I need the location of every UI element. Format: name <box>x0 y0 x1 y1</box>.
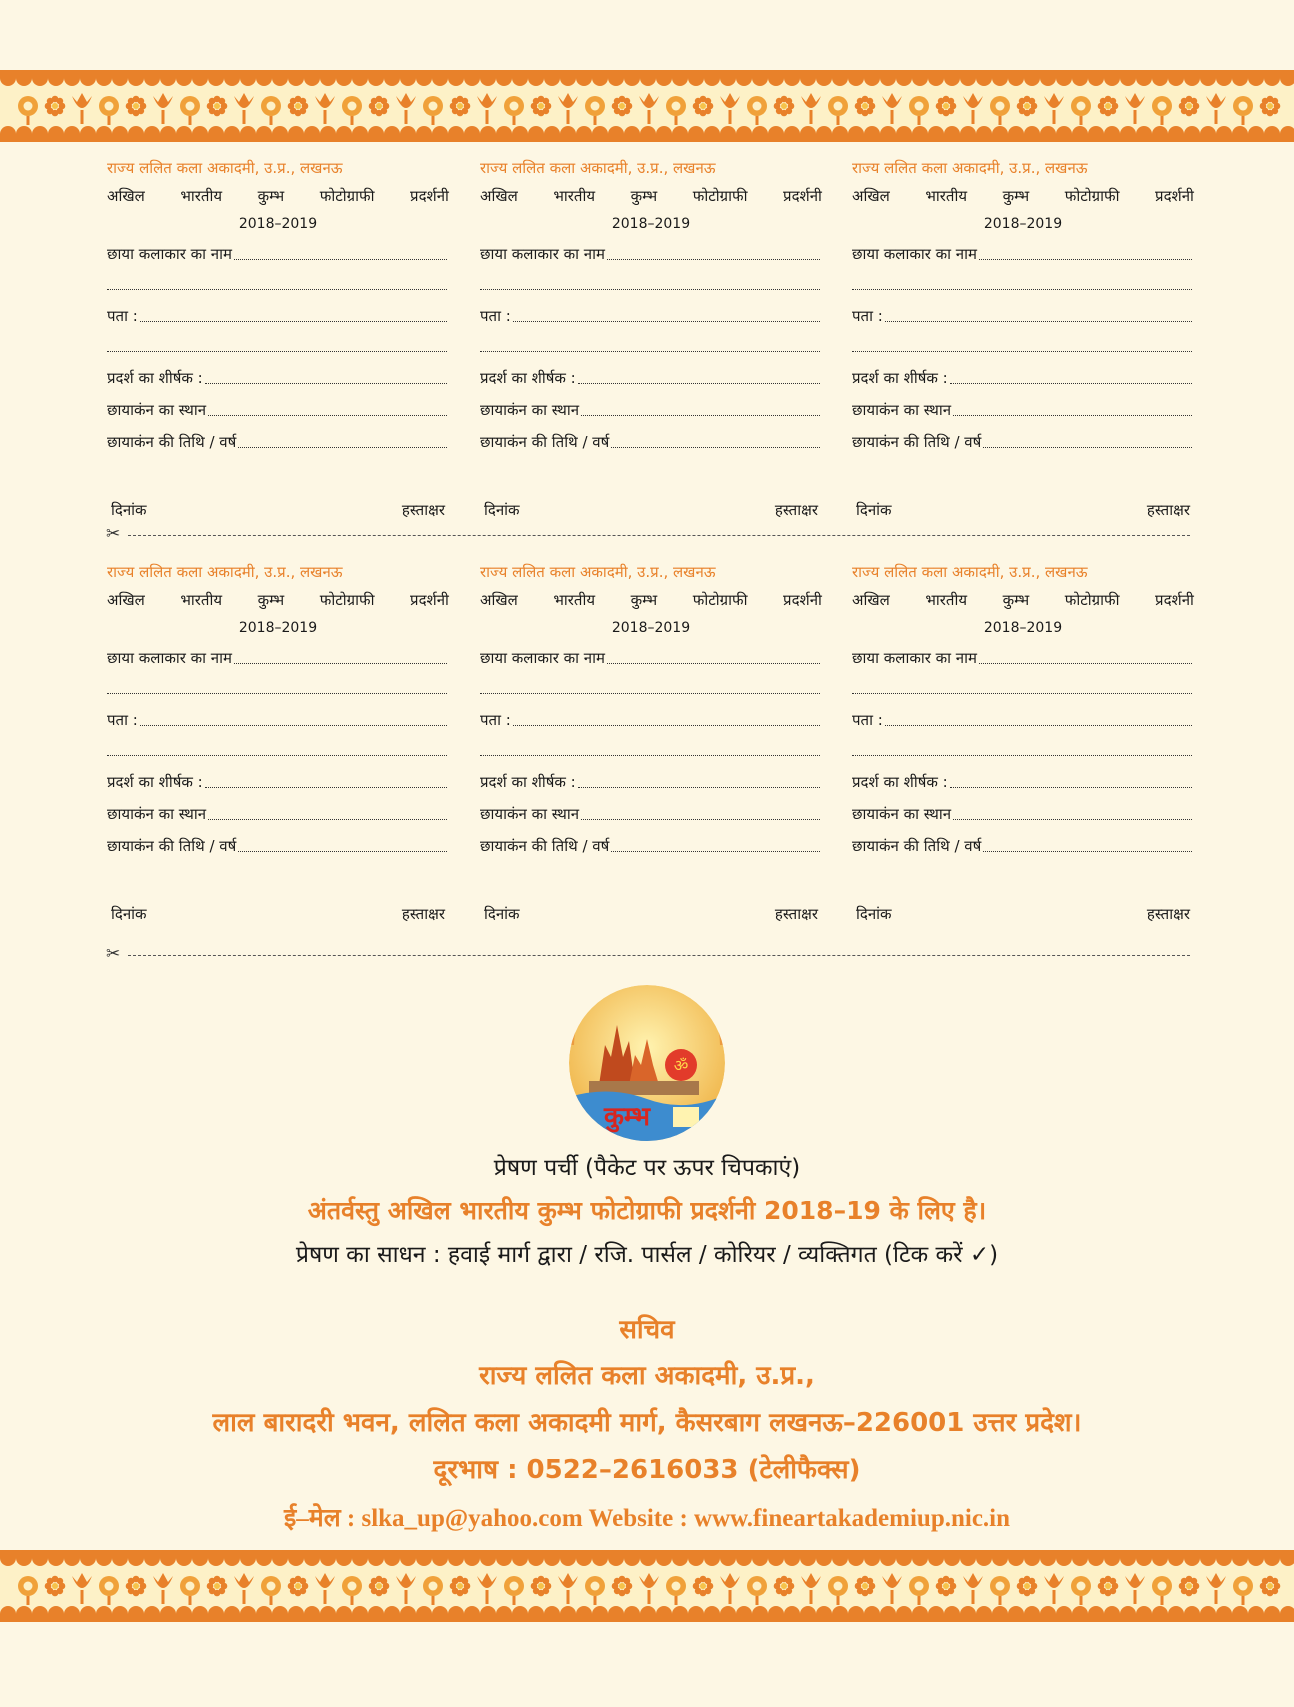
card-year: 2018–2019 <box>238 620 318 636</box>
exhibition-word: भारतीय <box>925 591 968 609</box>
card-org-name: राज्य ललित कला अकादमी, उ.प्र., लखनऊ <box>480 159 716 177</box>
exhibit-title-label: प्रदर्श का शीर्षक : <box>852 369 948 387</box>
address-field[interactable] <box>107 306 449 326</box>
artist-name-field[interactable] <box>107 648 449 668</box>
form-card <box>852 158 1194 518</box>
address-label: पता : <box>107 307 138 325</box>
exhibition-word: फोटोग्राफी <box>319 591 375 609</box>
secretary-org: राज्य ललित कला अकादमी, उ.प्र., <box>479 1361 815 1391</box>
exhibit-title-line[interactable] <box>205 382 447 384</box>
date-year-line[interactable] <box>983 850 1192 852</box>
artist-name-line[interactable] <box>234 258 447 260</box>
artist-name-line-2[interactable] <box>107 288 447 290</box>
place-field[interactable] <box>480 804 822 824</box>
exhibition-word: फोटोग्राफी <box>319 187 375 205</box>
exhibition-word: कुम्भ <box>630 187 658 205</box>
address-line-2[interactable] <box>480 754 820 756</box>
place-label: छायाकंन का स्थान <box>852 805 952 823</box>
signature-label: हस्ताक्षर <box>774 501 818 519</box>
artist-name-line-2[interactable] <box>107 692 447 694</box>
date-year-label: छायाकंन की तिथि / वर्ष <box>107 433 237 451</box>
artist-name-line[interactable] <box>607 258 820 260</box>
dispatch-slip-title: प्रेषण पर्ची (पैकेट पर ऊपर चिपकाएं) <box>493 1155 801 1181</box>
place-field[interactable] <box>107 400 449 420</box>
card-org-name: राज्य ललित कला अकादमी, उ.प्र., लखनऊ <box>852 159 1088 177</box>
cut-line-2 <box>106 944 1190 964</box>
date-label: दिनांक <box>856 501 892 519</box>
exhibition-word: फोटोग्राफी <box>692 591 748 609</box>
card-org-name: राज्य ललित कला अकादमी, उ.प्र., लखनऊ <box>107 563 343 581</box>
exhibition-word: कुम्भ <box>257 591 285 609</box>
exhibition-word: फोटोग्राफी <box>692 187 748 205</box>
exhibition-word: अखिल <box>107 187 145 205</box>
artist-name-label: छाया कलाकार का नाम <box>480 245 605 263</box>
place-line[interactable] <box>581 818 820 820</box>
place-line[interactable] <box>953 818 1192 820</box>
place-field[interactable] <box>852 400 1194 420</box>
secretary-title: सचिव <box>619 1315 675 1345</box>
place-field[interactable] <box>107 804 449 824</box>
exhibit-title-label: प्रदर्श का शीर्षक : <box>107 773 203 791</box>
artist-name-line[interactable] <box>234 662 447 664</box>
signature-label: हस्ताक्षर <box>774 905 818 923</box>
signature-label: हस्ताक्षर <box>401 501 445 519</box>
exhibition-word: फोटोग्राफी <box>1064 187 1120 205</box>
date-year-field[interactable] <box>480 836 822 856</box>
exhibition-word: प्रदर्शनी <box>410 187 449 205</box>
signature-label: हस्ताक्षर <box>401 905 445 923</box>
exhibition-word: अखिल <box>852 591 890 609</box>
artist-name-label: छाया कलाकार का नाम <box>107 245 232 263</box>
exhibition-word: अखिल <box>107 591 145 609</box>
card-exhibition-title <box>107 590 449 610</box>
exhibit-title-field[interactable] <box>107 368 449 388</box>
artist-name-label: छाया कलाकार का नाम <box>852 245 977 263</box>
address-line[interactable] <box>140 724 447 726</box>
card-year: 2018–2019 <box>611 620 691 636</box>
address-field[interactable] <box>480 710 822 730</box>
date-year-line[interactable] <box>983 446 1192 448</box>
date-label: दिनांक <box>111 501 147 519</box>
dispatch-content-line: अंतर्वस्तु अखिल भारतीय कुम्भ फोटोग्राफी प्रदर्शनी 2018–19 के लिए है। <box>307 1196 987 1225</box>
exhibition-word: अखिल <box>852 187 890 205</box>
exhibition-word: प्रदर्शनी <box>1155 591 1194 609</box>
exhibit-title-field[interactable] <box>852 368 1194 388</box>
date-year-field[interactable] <box>852 836 1194 856</box>
exhibit-title-line[interactable] <box>950 382 1192 384</box>
cut-line-1 <box>106 524 1190 544</box>
place-label: छायाकंन का स्थान <box>480 401 580 419</box>
exhibit-title-line[interactable] <box>205 786 447 788</box>
date-year-line[interactable] <box>238 850 447 852</box>
address-line[interactable] <box>513 724 820 726</box>
place-label: छायाकंन का स्थान <box>480 805 580 823</box>
card-year: 2018–2019 <box>611 216 691 232</box>
address-line[interactable] <box>885 320 1192 322</box>
place-field[interactable] <box>852 804 1194 824</box>
exhibition-word: भारतीय <box>925 187 968 205</box>
artist-name-label: छाया कलाकार का नाम <box>480 649 605 667</box>
exhibition-word: भारतीय <box>553 187 596 205</box>
artist-name-line-2[interactable] <box>852 692 1192 694</box>
svg-text:ॐ: ॐ <box>673 1056 689 1075</box>
exhibit-title-label: प्रदर्श का शीर्षक : <box>107 369 203 387</box>
address-line-2[interactable] <box>852 754 1192 756</box>
card-year: 2018–2019 <box>238 216 318 232</box>
card-year: 2018–2019 <box>983 620 1063 636</box>
form-card <box>107 562 449 922</box>
exhibition-word: कुम्भ <box>1002 187 1030 205</box>
artist-name-line-2[interactable] <box>480 288 820 290</box>
date-year-field[interactable] <box>480 432 822 452</box>
exhibit-title-field[interactable] <box>480 368 822 388</box>
date-year-field[interactable] <box>852 432 1194 452</box>
address-label: पता : <box>852 307 883 325</box>
place-line[interactable] <box>581 414 820 416</box>
kumbh-logo <box>569 985 725 1141</box>
card-org-name: राज्य ललित कला अकादमी, उ.प्र., लखनऊ <box>480 563 716 581</box>
exhibit-title-line[interactable] <box>578 786 820 788</box>
exhibition-word: भारतीय <box>180 591 223 609</box>
address-field[interactable] <box>852 306 1194 326</box>
card-exhibition-title <box>107 186 449 206</box>
date-year-label: छायाकंन की तिथि / वर्ष <box>480 837 610 855</box>
card-year: 2018–2019 <box>983 216 1063 232</box>
logo-text: कुम्भ <box>603 1102 651 1132</box>
exhibit-title-line[interactable] <box>578 382 820 384</box>
exhibition-word: फोटोग्राफी <box>1064 591 1120 609</box>
decorative-border-bottom <box>0 1550 1294 1622</box>
date-year-field[interactable] <box>107 836 449 856</box>
address-line[interactable] <box>513 320 820 322</box>
date-year-line[interactable] <box>611 850 820 852</box>
exhibition-word: कुम्भ <box>257 187 285 205</box>
address-field[interactable] <box>107 710 449 730</box>
exhibition-word: भारतीय <box>180 187 223 205</box>
card-org-name: राज्य ललित कला अकादमी, उ.प्र., लखनऊ <box>852 563 1088 581</box>
place-line[interactable] <box>208 818 447 820</box>
date-year-label: छायाकंन की तिथि / वर्ष <box>107 837 237 855</box>
date-year-label: छायाकंन की तिथि / वर्ष <box>480 433 610 451</box>
address-line[interactable] <box>885 724 1192 726</box>
place-label: छायाकंन का स्थान <box>852 401 952 419</box>
place-line[interactable] <box>208 414 447 416</box>
date-year-line[interactable] <box>238 446 447 448</box>
address-label: पता : <box>852 711 883 729</box>
decorative-border-top <box>0 70 1294 142</box>
date-year-label: छायाकंन की तिथि / वर्ष <box>852 433 982 451</box>
exhibit-title-field[interactable] <box>852 772 1194 792</box>
exhibition-word: प्रदर्शनी <box>783 591 822 609</box>
exhibit-title-label: प्रदर्श का शीर्षक : <box>480 773 576 791</box>
address-line-2[interactable] <box>107 350 447 352</box>
cut-dash <box>128 535 1190 536</box>
address-field[interactable] <box>852 710 1194 730</box>
exhibition-word: प्रदर्शनी <box>1155 187 1194 205</box>
artist-name-field[interactable] <box>852 648 1194 668</box>
secretary-contact[interactable]: ई–मेल : slka_up@yahoo.com Website : www.fineartakademiup.nic.in <box>283 1505 1011 1532</box>
artist-name-line[interactable] <box>607 662 820 664</box>
exhibition-word: प्रदर्शनी <box>410 591 449 609</box>
date-year-line[interactable] <box>611 446 820 448</box>
signature-label: हस्ताक्षर <box>1146 905 1190 923</box>
date-label: दिनांक <box>484 905 520 923</box>
card-exhibition-title <box>480 186 822 206</box>
address-line-2[interactable] <box>480 350 820 352</box>
date-label: दिनांक <box>856 905 892 923</box>
exhibit-title-line[interactable] <box>950 786 1192 788</box>
dispatch-mode-line[interactable]: प्रेषण का साधन : हवाई मार्ग द्वारा / रजि. पार्सल / कोरियर / व्यक्तिगत (टिक करें ✓) <box>295 1242 999 1268</box>
form-card <box>852 562 1194 922</box>
secretary-address: लाल बारादरी भवन, ललित कला अकादमी मार्ग, कैसरबाग लखनऊ–226001 उत्तर प्रदेश। <box>212 1408 1082 1438</box>
scissors-icon: ✂ <box>106 944 121 964</box>
place-line[interactable] <box>953 414 1192 416</box>
card-exhibition-title <box>852 590 1194 610</box>
exhibition-word: प्रदर्शनी <box>783 187 822 205</box>
cut-dash <box>128 955 1190 956</box>
form-card <box>480 562 822 922</box>
exhibit-title-field[interactable] <box>107 772 449 792</box>
address-label: पता : <box>480 711 511 729</box>
artist-name-field[interactable] <box>107 244 449 264</box>
place-label: छायाकंन का स्थान <box>107 401 207 419</box>
artist-name-line-2[interactable] <box>480 692 820 694</box>
artist-name-line[interactable] <box>979 662 1192 664</box>
place-label: छायाकंन का स्थान <box>107 805 207 823</box>
artist-name-label: छाया कलाकार का नाम <box>852 649 977 667</box>
exhibit-title-label: प्रदर्श का शीर्षक : <box>852 773 948 791</box>
exhibition-word: कुम्भ <box>630 591 658 609</box>
form-card <box>107 158 449 518</box>
scissors-icon: ✂ <box>106 524 121 544</box>
artist-name-line-2[interactable] <box>852 288 1192 290</box>
artist-name-field[interactable] <box>480 648 822 668</box>
card-exhibition-title <box>852 186 1194 206</box>
address-label: पता : <box>107 711 138 729</box>
date-label: दिनांक <box>111 905 147 923</box>
address-label: पता : <box>480 307 511 325</box>
exhibition-word: अखिल <box>480 187 518 205</box>
exhibit-title-label: प्रदर्श का शीर्षक : <box>480 369 576 387</box>
artist-name-line[interactable] <box>979 258 1192 260</box>
date-year-field[interactable] <box>107 432 449 452</box>
exhibit-title-field[interactable] <box>480 772 822 792</box>
address-line-2[interactable] <box>852 350 1192 352</box>
address-line[interactable] <box>140 320 447 322</box>
place-field[interactable] <box>480 400 822 420</box>
exhibition-word: अखिल <box>480 591 518 609</box>
secretary-phone: दूरभाष : 0522–2616033 (टेलीफैक्स) <box>433 1455 861 1485</box>
card-org-name: राज्य ललित कला अकादमी, उ.प्र., लखनऊ <box>107 159 343 177</box>
card-exhibition-title <box>480 590 822 610</box>
date-label: दिनांक <box>484 501 520 519</box>
exhibition-word: कुम्भ <box>1002 591 1030 609</box>
address-line-2[interactable] <box>107 754 447 756</box>
address-field[interactable] <box>480 306 822 326</box>
artist-name-field[interactable] <box>480 244 822 264</box>
artist-name-field[interactable] <box>852 244 1194 264</box>
date-year-label: छायाकंन की तिथि / वर्ष <box>852 837 982 855</box>
artist-name-label: छाया कलाकार का नाम <box>107 649 232 667</box>
signature-label: हस्ताक्षर <box>1146 501 1190 519</box>
exhibition-word: भारतीय <box>553 591 596 609</box>
form-card <box>480 158 822 518</box>
